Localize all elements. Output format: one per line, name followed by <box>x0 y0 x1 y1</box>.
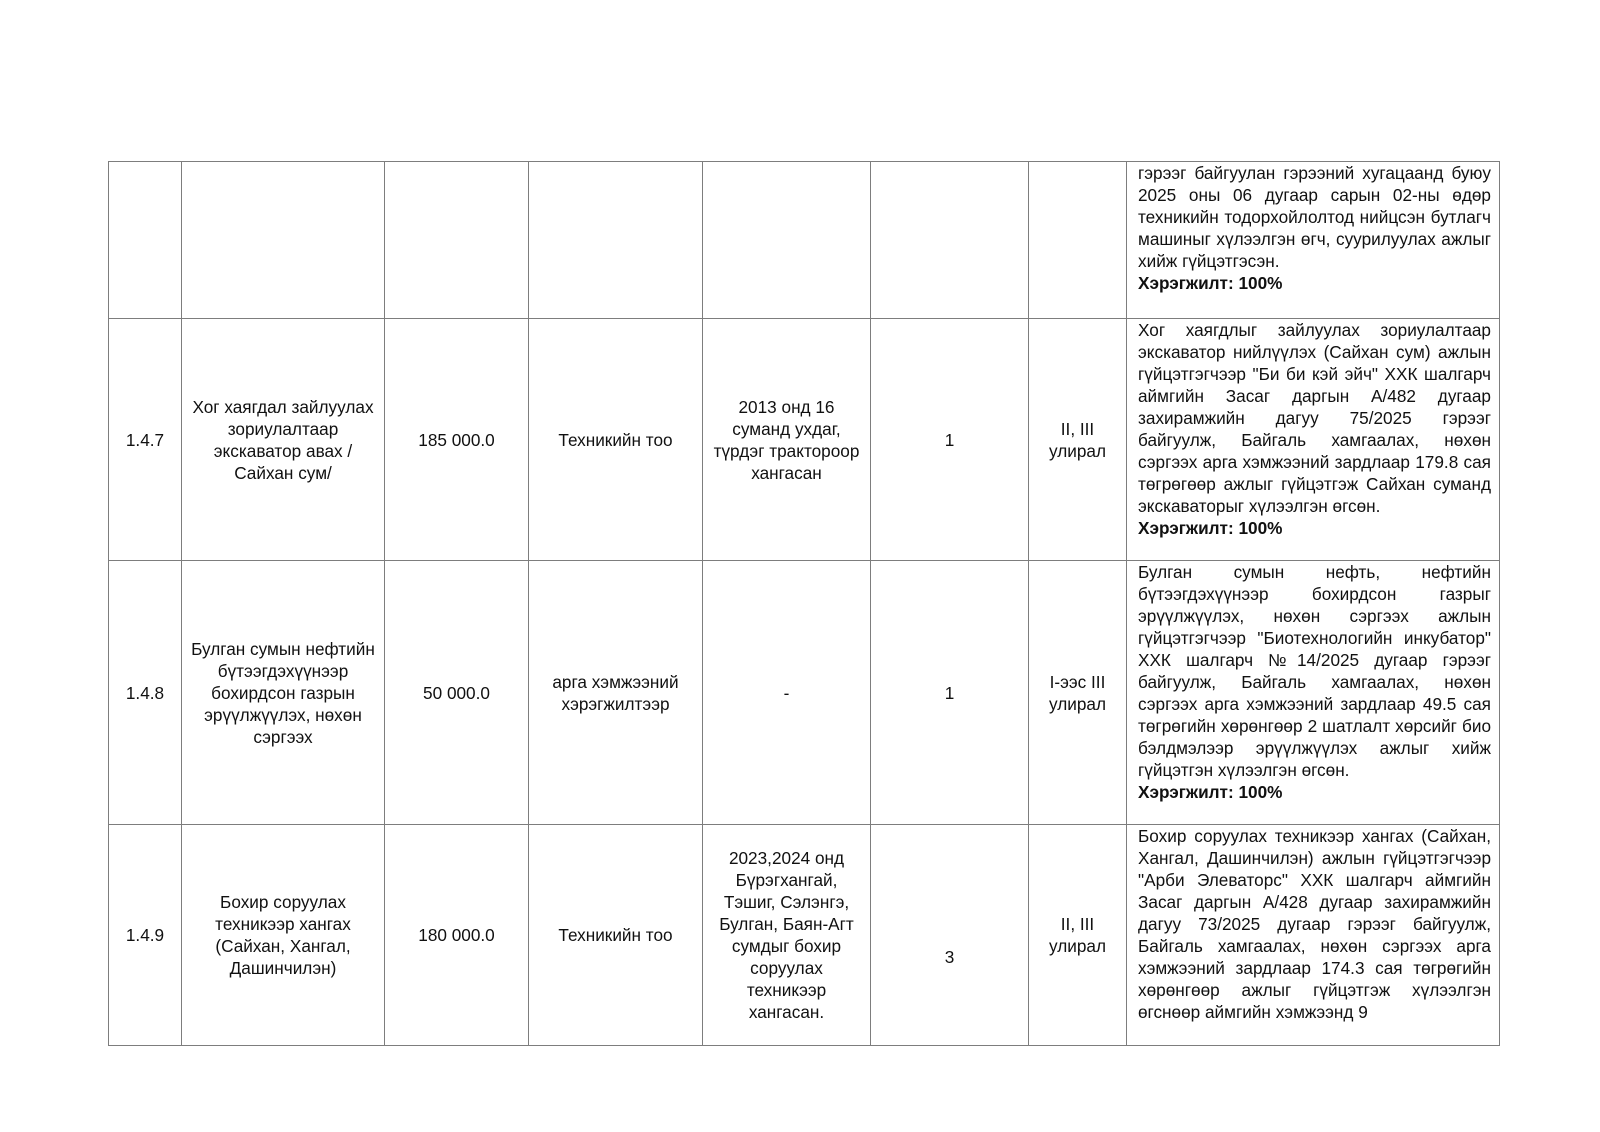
cell-target: 3 <box>871 825 1029 1046</box>
cell-target: 1 <box>871 561 1029 825</box>
table-row <box>109 825 1500 1046</box>
cell-id: 1.4.9 <box>109 825 182 1046</box>
implementation-score: Хэрэгжилт: 100% <box>1138 518 1283 538</box>
cell-target: 1 <box>871 319 1029 561</box>
cell-activity <box>182 162 385 319</box>
report-text: Хог хаягдлыг зайлуулах зориулалтаар экскаватор нийлүүлэх (Сайхан сум) ажлын гүйцэтгэгчээр "Би би кэй эйч" ХХК шалгарч аймгийн Засаг даргын А/482 дугаар захирамжийн дагуу 75/2025 гэрээг байгуулж, Байгаль хамгаалах, нөхөн сэргээх арга хэмжээний зардлаар 179.8 сая төгрөгөөр ажлыг гүйцэтгэж Сайхан суманд экскаваторыг хүлээлгэн өгсөн. <box>1138 320 1491 516</box>
cell-budget: 50 000.0 <box>385 561 529 825</box>
cell-budget <box>385 162 529 319</box>
cell-id <box>109 162 182 319</box>
cell-budget: 185 000.0 <box>385 319 529 561</box>
cell-target <box>871 162 1029 319</box>
cell-id: 1.4.7 <box>109 319 182 561</box>
cell-report <box>1127 162 1500 319</box>
cell-activity: Булган сумын нефтийн бүтээгдэхүүнээр бохирдсон газрын эрүүлжүүлэх, нөхөн сэргээх <box>182 561 385 825</box>
cell-report <box>1127 825 1500 1046</box>
cell-period: I-ээс III улирал <box>1029 561 1127 825</box>
table-row <box>109 162 1500 319</box>
cell-indicator: Техникийн тоо <box>529 825 703 1046</box>
implementation-score: Хэрэгжилт: 100% <box>1138 782 1283 802</box>
cell-period <box>1029 162 1127 319</box>
cell-indicator <box>529 162 703 319</box>
cell-baseline: 2023,2024 онд Бүрэгхангай, Тэшиг, Сэлэнгэ, Булган, Баян-Агт сумдыг бохир соруулах техникээр хангасан. <box>703 825 871 1046</box>
cell-period: II, III улирал <box>1029 825 1127 1046</box>
cell-id: 1.4.8 <box>109 561 182 825</box>
table-row <box>109 319 1500 561</box>
cell-activity: Бохир соруулах техникээр хангах (Сайхан, Хангал, Дашинчилэн) <box>182 825 385 1046</box>
cell-activity: Хог хаягдал зайлуулах зориулалтаар экскаватор авах /Сайхан сум/ <box>182 319 385 561</box>
report-clip <box>1138 825 1491 1023</box>
cell-report <box>1127 319 1500 561</box>
cell-baseline: - <box>703 561 871 825</box>
cell-period: II, III улирал <box>1029 319 1127 561</box>
cell-indicator: арга хэмжээний хэрэгжилтээр <box>529 561 703 825</box>
report-text: Булган сумын нефть, нефтийн бүтээгдэхүүнээр бохирдсон газрыг эрүүлжүүлэх, нөхөн сэргээх ажлын гүйцэтгэгчээр "Биотехнологийн инкубатор" ХХК шалгарч №14/2025 дугаар гэрээг байгуулж, Байгаль хамгаалах, нөхөн сэргээх арга хэмжээний зардлаар 49.5 сая төгрөгийн хөрөнгөөр 2 шатлалт хөрсийг био бэлдмэлээр эрүүлжүүлэх ажлыг хийж гүйцэтгэн хүлээлгэн өгсөн. <box>1138 562 1491 780</box>
report-text: Бохир соруулах техникээр хангах (Сайхан, Хангал, Дашинчилэн) ажлын гүйцэтгэгчээр "Арби Элеваторс" ХХК шалгарч аймгийн Засаг даргын А/428 дугаар захирамжийн дагуу 73/2025 дугаар гэрээг байгуулж, Байгаль хамгаалах, нөхөн сэргээх арга хэмжээний зардлаар 174.3 сая төгрөгийн хөрөнгөөр ажлыг гүйцэтгэж хүлээлгэн өгснөөр аймгийн хэмжээнд 9 <box>1138 826 1491 1022</box>
implementation-score: Хэрэгжилт: 100% <box>1138 273 1283 293</box>
cell-indicator: Техникийн тоо <box>529 319 703 561</box>
implementation-report-table <box>108 161 1500 1046</box>
table-row <box>109 561 1500 825</box>
report-text: гэрээг байгуулан гэрээний хугацаанд буюу 2025 оны 06 дугаар сарын 02-ны өдөр техникийн тодорхойлолтод нийцсэн бутлагч машиныг хүлээлгэн өгч, суурилуулах ажлыг хийж гүйцэтгэсэн. <box>1138 163 1491 271</box>
cell-budget: 180 000.0 <box>385 825 529 1046</box>
cell-report <box>1127 561 1500 825</box>
cell-baseline: 2013 онд 16 суманд ухдаг, түрдэг трактороор хангасан <box>703 319 871 561</box>
cell-baseline <box>703 162 871 319</box>
